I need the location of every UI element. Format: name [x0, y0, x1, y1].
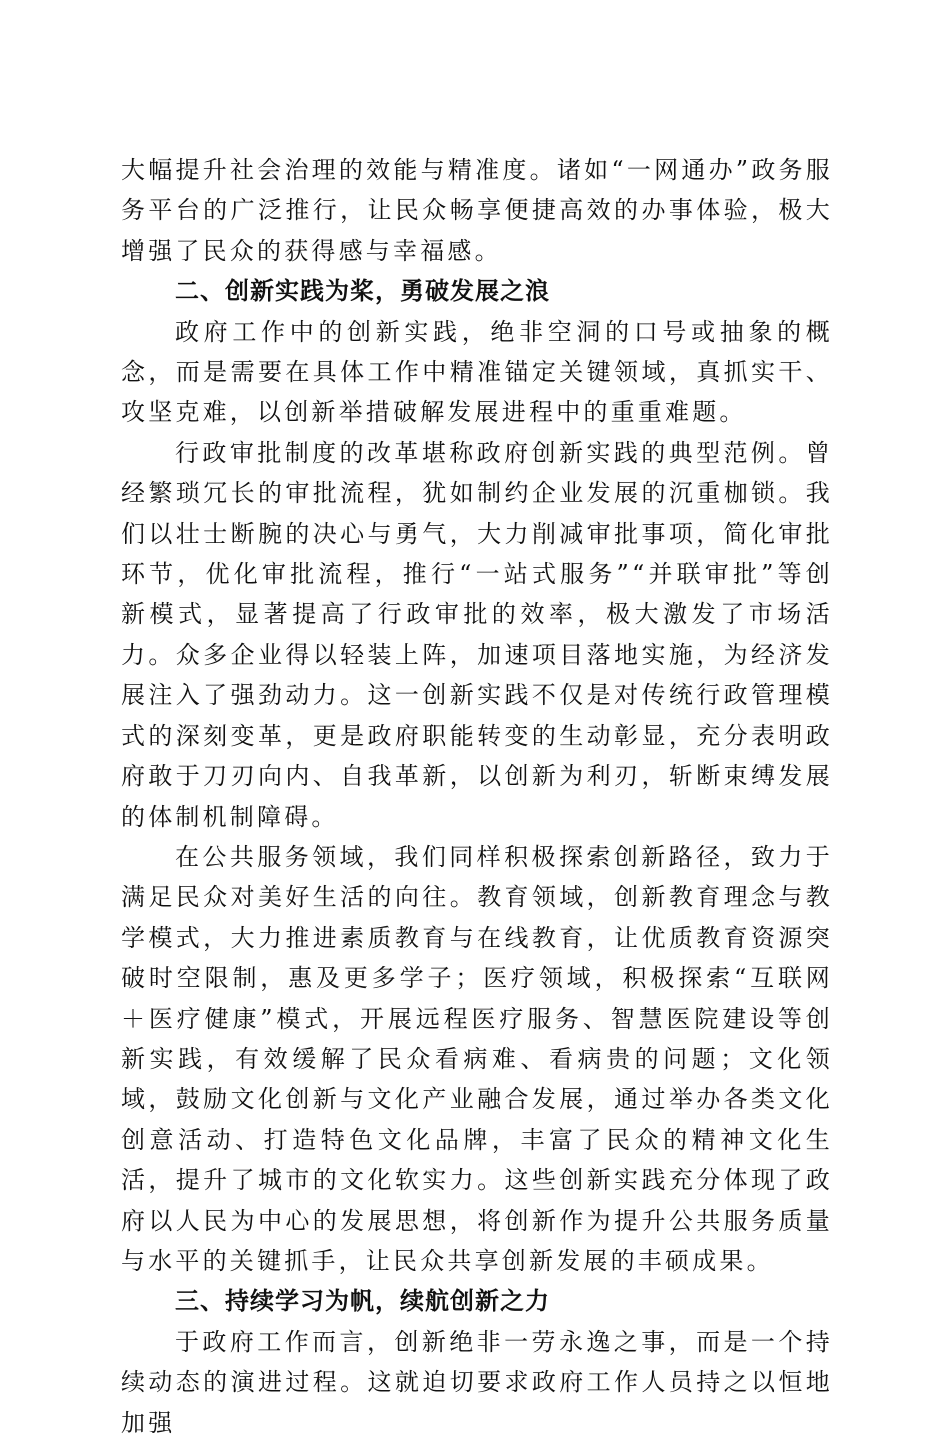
paragraph-public-services: 在公共服务领域，我们同样积极探索创新路径，致力于满足民众对美好生活的向往。教育领域，创新教育理念与教学模式，大力推进素质教育与在线教育，让优质教育资源突破时空限制，惠及更多学子；医疗领域，积极探索“互联网＋医疗健康”模式，开展远程医疗服务、智慧医院建设等创新实践，有效缓解了民众看病难、看病贵的问题；文化领域，鼓励文化创新与文化产业融合发展，通过举办各类文化创意活动、打造特色文化品牌，丰富了民众的精神文化生活，提升了城市的文化软实力。这些创新实践充分体现了政府以人民为中心的发展思想，将创新作为提升公共服务质量与水平的关键抓手，让民众共享创新发展的丰硕成果。	[121, 842, 833, 1275]
paragraph-administrative-reform: 行政审批制度的改革堪称政府创新实践的典型范例。曾经繁琐冗长的审批流程，犹如制约企业发展的沉重枷锁。我们以壮士断腕的决心与勇气，大力削减审批事项，简化审批环节，优化审批流程，推行“一站式服务”“并联审批”等创新模式，显著提高了行政审批的效率，极大激发了市场活力。众多企业得以轻装上阵，加速项目落地实施，为经济发展注入了强劲动力。这一创新实践不仅是对传统行政管理模式的深刻变革，更是政府职能转变的生动彰显，充分表明政府敢于刀刃向内、自我革新，以创新为利刃，斩断束缚发展的体制机制障碍。	[121, 438, 833, 831]
document-body	[121, 150, 833, 1443]
paragraph-continuation: 大幅提升社会治理的效能与精准度。诸如“一网通办”政务服务平台的广泛推行，让民众畅享便捷高效的办事体验，极大增强了民众的获得感与幸福感。	[121, 156, 833, 265]
paragraph-innovation-practice: 政府工作中的创新实践，绝非空洞的口号或抽象的概念，而是需要在具体工作中精准锚定关键领域，真抓实干、攻坚克难，以创新举措破解发展进程中的重重难题。	[121, 317, 833, 427]
section-heading-3: 三、持续学习为帆，续航创新之力	[175, 1287, 550, 1316]
paragraph-continuous-learning: 于政府工作而言，创新绝非一劳永逸之事，而是一个持续动态的演进过程。这就迫切要求政府工作人员持之以恒地加强	[121, 1327, 833, 1437]
section-heading-2: 二、创新实践为桨，勇破发展之浪	[175, 277, 550, 306]
